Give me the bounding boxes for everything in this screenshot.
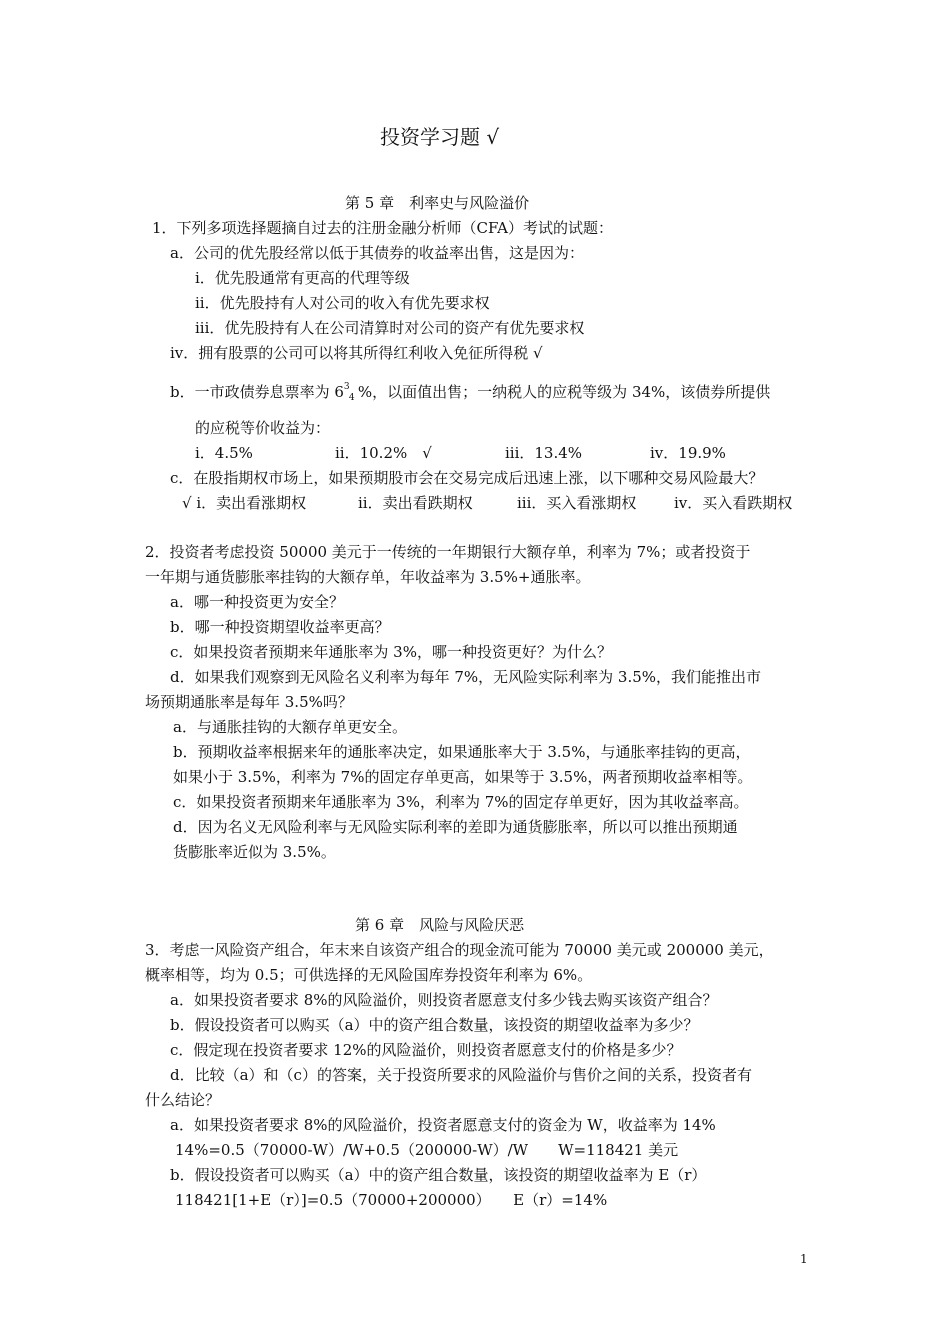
q3d-line1: d．比较（a）和（c）的答案，关于投资所要求的风险溢价与售价之间的关系，投资者有 — [170, 1066, 752, 1084]
q3c: c．假定现在投资者要求 12%的风险溢价，则投资者愿意支付的价格是多少？ — [170, 1041, 682, 1059]
q2b: b．哪一种投资期望收益率更高？ — [170, 618, 390, 636]
chapter-6-heading: 第 6 章 风险与风险厌恶 — [355, 916, 525, 934]
q3-answer-b-line2: 118421[1+E（r）]=0.5（70000+200000） E（r）=14% — [175, 1191, 608, 1209]
q2-answer-d-line2: 货膨胀率近似为 3.5%。 — [173, 843, 336, 861]
q3b: b．假设投资者可以购买（a）中的资产组合数量，该投资的期望收益率为多少？ — [170, 1016, 699, 1034]
q2a: a．哪一种投资更为安全？ — [170, 593, 344, 611]
q1c-option-iv: iv．买入看跌期权 — [674, 494, 793, 512]
q2-stem-line1: 2．投资者考虑投资 50000 美元于一传统的一年期银行大额存单，利率为 7%；或者投资于 — [145, 543, 751, 561]
q2-stem-line2: 一年期与通货膨胀率挂钩的大额存单，年收益率为 3.5%+通胀率。 — [145, 568, 591, 586]
q1a-option-iii: iii．优先股持有人在公司清算时对公司的资产有优先要求权 — [195, 319, 585, 337]
q3-stem-line2: 概率相等，均为 0.5；可供选择的无风险国库券投资年利率为 6%。 — [145, 966, 593, 984]
q1a-option-ii: ii．优先股持有人对公司的收入有优先要求权 — [195, 294, 490, 312]
document-title: 投资学习题 √ — [380, 125, 500, 149]
q1b-option-i: i．4.5% — [195, 444, 253, 462]
q1b-stem-line2: 的应税等价收益为： — [195, 419, 331, 437]
q1c-stem: c．在股指期权市场上，如果预期股市会在交易完成后迅速上涨，以下哪种交易风险最大？ — [170, 469, 764, 487]
q1b-option-iii: iii．13.4% — [505, 444, 583, 462]
q3a: a．如果投资者要求 8%的风险溢价，则投资者愿意支付多少钱去购买该资产组合？ — [170, 991, 718, 1009]
q3-stem-line1: 3．考虑一风险资产组合，年末来自该资产组合的现金流可能为 70000 美元或 200000 美元， — [145, 941, 774, 959]
q2-answer-b-line1: b．预期收益率根据来年的通胀率决定，如果通胀率大于 3.5%，与通胀率挂钩的更高， — [173, 743, 751, 761]
q1b-suffix: %，以面值出售；一纳税人的应税等级为 34%，该债券所提供 — [357, 383, 771, 401]
q1-stem: 1．下列多项选择题摘自过去的注册金融分析师（CFA）考试的试题： — [152, 219, 613, 237]
q1c-option-ii: ii．卖出看跌期权 — [358, 494, 473, 512]
fraction-three-quarters: 3 4 — [343, 382, 355, 403]
page-number: 1 — [800, 1252, 808, 1266]
q3d-line2: 什么结论？ — [145, 1091, 221, 1109]
q1b-option-iv: iv．19.9% — [650, 444, 726, 462]
q1b-option-ii: ii．10.2% √ — [335, 444, 432, 462]
q2d-line2: 场预期通胀率是每年 3.5%吗？ — [145, 693, 353, 711]
q2-answer-b-line2: 如果小于 3.5%，利率为 7%的固定存单更高，如果等于 3.5%，两者预期收益率相等。 — [173, 768, 753, 786]
q3-answer-b-line1: b．假设投资者可以购买（a）中的资产组合数量，该投资的期望收益率为 E（r） — [170, 1166, 707, 1184]
q2-answer-d-line1: d．因为名义无风险利率与无风险实际利率的差即为通货膨胀率，所以可以推出预期通 — [173, 818, 738, 836]
q1c-option-iii: iii．买入看涨期权 — [517, 494, 637, 512]
q1a-option-i: i．优先股通常有更高的代理等级 — [195, 269, 410, 287]
q2c: c．如果投资者预期来年通胀率为 3%，哪一种投资更好？为什么？ — [170, 643, 612, 661]
chapter-5-heading: 第 5 章 利率史与风险溢价 — [345, 194, 530, 212]
q1c-option-i: √ i．卖出看涨期权 — [182, 494, 307, 512]
q2d-line1: d．如果我们观察到无风险名义利率为每年 7%，无风险实际利率为 3.5%，我们能推出市 — [170, 668, 762, 686]
q3-answer-a-line1: a．如果投资者要求 8%的风险溢价，投资者愿意支付的资金为 W，收益率为 14% — [170, 1116, 716, 1134]
q2-answer-a: a．与通胀挂钩的大额存单更安全。 — [173, 718, 407, 736]
q1b-prefix: b．一市政债券息票率为 6 — [170, 383, 344, 401]
q1a-option-iv: iv．拥有股票的公司可以将其所得红利收入免征所得税 √ — [170, 344, 543, 362]
q1a-stem: a．公司的优先股经常以低于其债券的收益率出售，这是因为： — [170, 244, 584, 262]
q1b-stem — [170, 382, 770, 402]
q3-answer-a-line2: 14%=0.5（70000-W）/W+0.5（200000-W）/W W=118421 美元 — [175, 1141, 679, 1159]
q2-answer-c: c．如果投资者预期来年通胀率为 3%，利率为 7%的固定存单更好，因为其收益率高。 — [173, 793, 749, 811]
